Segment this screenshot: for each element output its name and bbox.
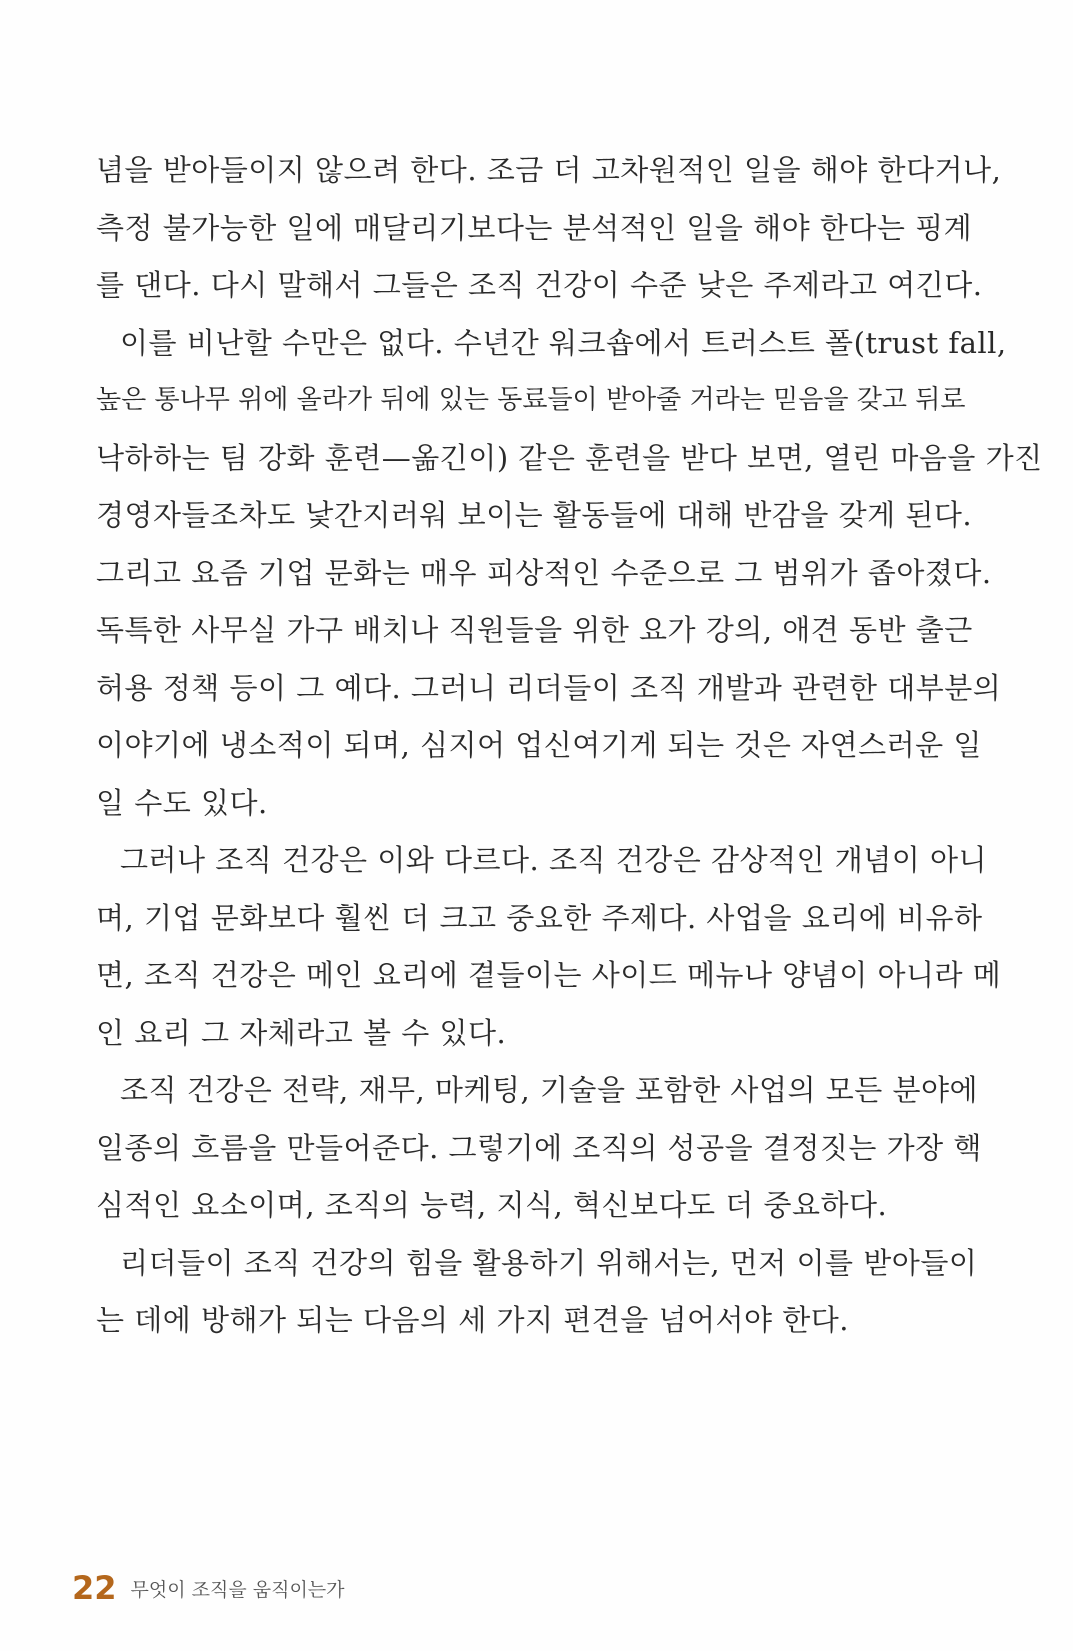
text-line: 낙하하는 팀 강화 훈련—옮긴이) 같은 훈련을 받다 보면, 열린 마음을 가진 xyxy=(96,440,1043,475)
page-number: 22 xyxy=(72,1569,117,1607)
text-line: 면, 조직 건강은 메인 요리에 곁들이는 사이드 메뉴나 양념이 아니라 메 xyxy=(96,958,1002,992)
text-line: 높은 통나무 위에 올라가 뒤에 있는 동료들이 받아줄 거라는 믿음을 갖고 뒤로 xyxy=(96,385,966,415)
text-line: 를 댄다. 다시 말해서 그들은 조직 건강이 수준 낮은 주제라고 여긴다. xyxy=(96,268,983,302)
text-line: 경영자들조차도 낯간지러워 보이는 활동들에 대해 반감을 갖게 된다. xyxy=(96,498,973,532)
text-line: 며, 기업 문화보다 훨씬 더 크고 중요한 주제다. 사업을 요리에 비유하 xyxy=(96,900,983,935)
paragraph-start-line: 리더들이 조직 건강의 힘을 활용하기 위해서는, 먼저 이를 받아들이 xyxy=(120,1245,978,1280)
text-line: 인 요리 그 자체라고 볼 수 있다. xyxy=(96,1015,507,1050)
text-line: 일종의 흐름을 만들어준다. 그렇기에 조직의 성공을 결정짓는 가장 핵 xyxy=(96,1130,982,1165)
text-line: 독특한 사무실 가구 배치나 직원들을 위한 요가 강의, 애견 동반 출근 xyxy=(96,613,973,647)
body-text xyxy=(96,142,1043,1350)
page-footer xyxy=(72,1566,345,1610)
text-line: 그리고 요즘 기업 문화는 매우 피상적인 수준으로 그 범위가 좁아졌다. xyxy=(96,555,992,590)
text-line: 일 수도 있다. xyxy=(96,785,268,820)
text-line: 는 데에 방해가 되는 다음의 세 가지 편견을 넘어서야 한다. xyxy=(96,1303,850,1337)
running-title: 무엇이 조직을 움직이는가 xyxy=(130,1578,345,1601)
text-line: 허용 정책 등이 그 예다. 그러니 리더들이 조직 개발과 관련한 대부분의 xyxy=(96,670,1002,705)
paragraph-start-line: 조직 건강은 전략, 재무, 마케팅, 기술을 포함한 사업의 모든 분야에 xyxy=(120,1073,978,1107)
paragraph-start-line: 이를 비난할 수만은 없다. 수년간 워크숍에서 트러스트 폴(trust fall, xyxy=(120,325,1007,360)
text-line: 측정 불가능한 일에 매달리기보다는 분석적인 일을 해야 한다는 핑계 xyxy=(96,210,973,245)
text-line: 심적인 요소이며, 조직의 능력, 지식, 혁신보다도 더 중요하다. xyxy=(96,1188,888,1222)
text-line: 이야기에 냉소적이 되며, 심지어 업신여기게 되는 것은 자연스러운 일 xyxy=(96,728,982,762)
text-line: 념을 받아들이지 않으려 한다. 조금 더 고차원적인 일을 해야 한다거나, xyxy=(96,153,1002,187)
paragraph-start-line: 그러나 조직 건강은 이와 다르다. 조직 건강은 감상적인 개념이 아니 xyxy=(120,843,988,877)
